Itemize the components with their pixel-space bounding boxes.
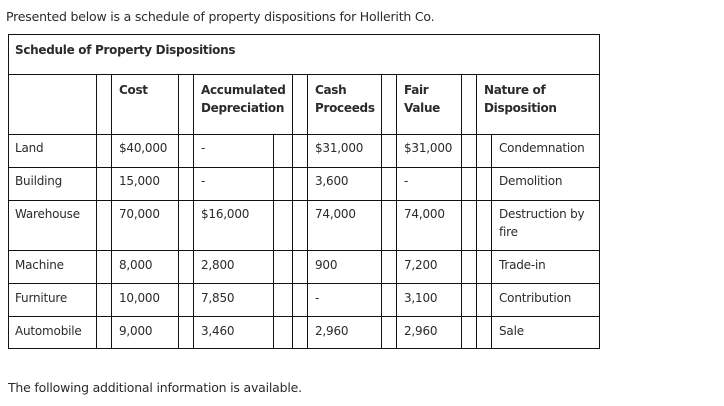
header-accumulated: Accumulated — [201, 83, 286, 97]
divider — [9, 134, 599, 135]
nature-value: Condemnation — [499, 141, 585, 155]
cash-value: 900 — [315, 258, 338, 272]
divider — [381, 74, 382, 349]
fair-value: - — [404, 174, 409, 188]
accum-value: 2,800 — [201, 258, 235, 272]
header-cost: Cost — [119, 83, 148, 97]
accum-value: - — [201, 141, 206, 155]
cost-value: $40,000 — [119, 141, 168, 155]
cash-value: - — [315, 291, 320, 305]
asset-name: Automobile — [15, 324, 82, 338]
divider — [396, 74, 397, 349]
fair-value: 74,000 — [404, 207, 445, 221]
header-disposition: Disposition — [484, 101, 557, 115]
header-cash: Cash — [315, 83, 347, 97]
divider — [9, 283, 599, 284]
intro-text: Presented below is a schedule of property dispositions for Hollerith Co. — [6, 9, 435, 24]
cash-value: 74,000 — [315, 207, 356, 221]
divider — [9, 316, 599, 317]
nature-value: Sale — [499, 324, 524, 338]
accum-value: 7,850 — [201, 291, 235, 305]
table-title: Schedule of Property Dispositions — [15, 43, 236, 57]
divider — [9, 74, 599, 75]
divider — [178, 74, 179, 349]
divider — [461, 74, 462, 349]
header-value: Value — [404, 101, 441, 115]
cost-value: 70,000 — [119, 207, 160, 221]
header-nature: Nature of — [484, 83, 546, 97]
nature-value: Contribution — [499, 291, 572, 305]
asset-name: Furniture — [15, 291, 68, 305]
fair-value: $31,000 — [404, 141, 453, 155]
cost-value: 10,000 — [119, 291, 160, 305]
divider — [273, 134, 274, 349]
nature-value: Demolition — [499, 174, 563, 188]
fair-value: 7,200 — [404, 258, 438, 272]
asset-name: Warehouse — [15, 207, 80, 221]
divider — [9, 167, 599, 168]
header-proceeds: Proceeds — [315, 101, 375, 115]
divider — [476, 74, 477, 349]
accum-value: 3,460 — [201, 324, 235, 338]
divider — [9, 200, 599, 201]
divider — [96, 74, 97, 349]
cost-value: 15,000 — [119, 174, 160, 188]
cost-value: 9,000 — [119, 324, 153, 338]
divider — [491, 134, 492, 349]
nature-value: Trade-in — [499, 258, 546, 272]
divider — [307, 74, 308, 349]
additional-info-text: The following additional information is available. — [8, 380, 302, 395]
header-fair: Fair — [404, 83, 429, 97]
nature-value: Destruction by fire — [499, 207, 585, 239]
property-dispositions-table — [8, 34, 600, 349]
accum-value: - — [201, 174, 206, 188]
cash-value: $31,000 — [315, 141, 364, 155]
asset-name: Machine — [15, 258, 64, 272]
divider — [9, 250, 599, 251]
cost-value: 8,000 — [119, 258, 153, 272]
cash-value: 3,600 — [315, 174, 349, 188]
divider — [111, 74, 112, 349]
divider — [292, 74, 293, 349]
cash-value: 2,960 — [315, 324, 349, 338]
divider — [193, 74, 194, 349]
asset-name: Building — [15, 174, 63, 188]
accum-value: $16,000 — [201, 207, 250, 221]
fair-value: 2,960 — [404, 324, 438, 338]
asset-name: Land — [15, 141, 44, 155]
header-depreciation: Depreciation — [201, 101, 285, 115]
fair-value: 3,100 — [404, 291, 438, 305]
